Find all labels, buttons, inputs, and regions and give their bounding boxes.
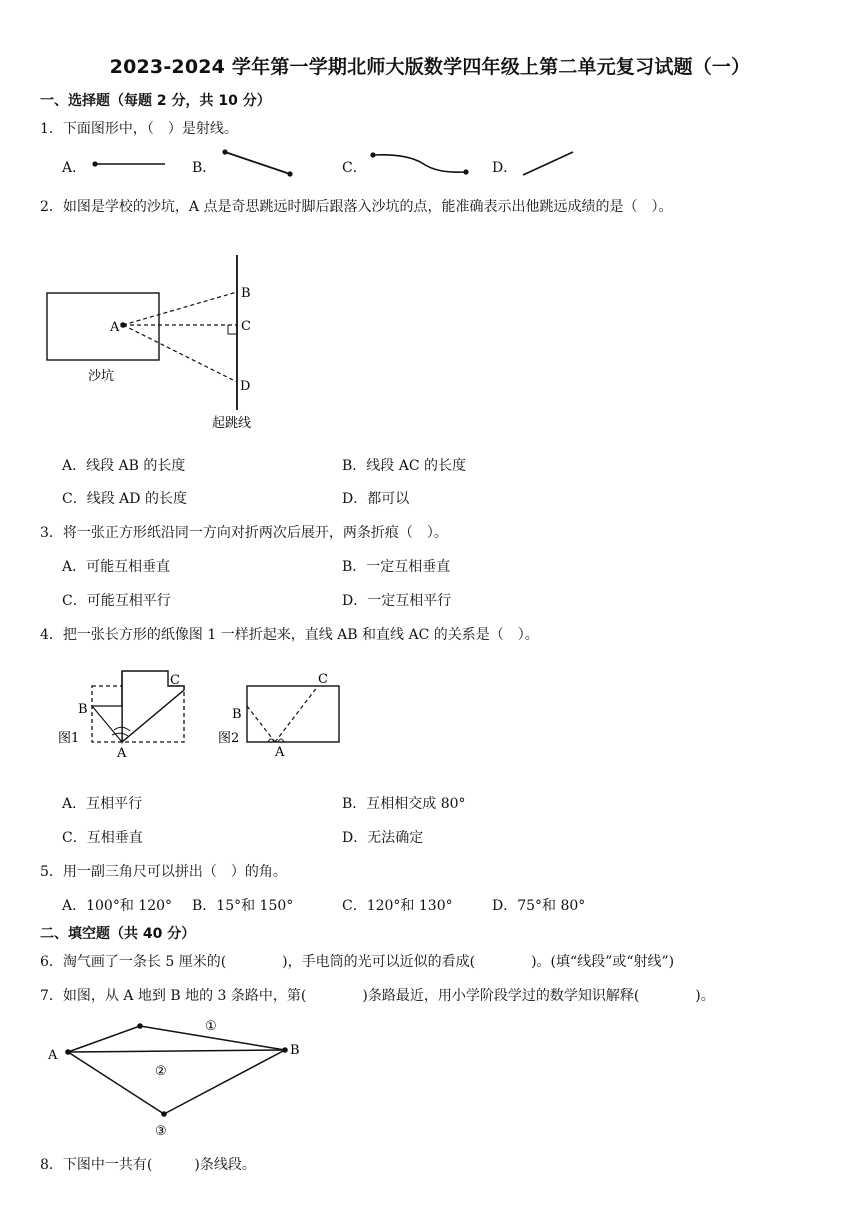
q3-option-c: C．可能互相平行 bbox=[62, 593, 171, 609]
question-6: 6．淘气画了一条长 5 厘米的( )，手电筒的光可以近似的看成( )。(填“线段”或“射线”) bbox=[40, 954, 675, 970]
q4-fig1-label-b: B bbox=[78, 702, 88, 717]
question-4: 4．把一张长方形的纸像图 1 一样折起来，直线 AB 和直线 AC 的关系是（ ）。 bbox=[40, 627, 539, 643]
route-1-label: ① bbox=[205, 1019, 217, 1034]
q3-option-a: A．可能互相垂直 bbox=[62, 559, 171, 575]
q4-fig1-caption: 图1 bbox=[58, 731, 80, 746]
q4-option-c: C．互相垂直 bbox=[62, 830, 143, 846]
q4-option-d: D．无法确定 bbox=[342, 830, 424, 846]
q2-option-c: C．线段 AD 的长度 bbox=[62, 491, 187, 507]
q2-label-a: A bbox=[110, 320, 120, 335]
q2-option-b: B．线段 AC 的长度 bbox=[342, 458, 467, 474]
q4-fig2-caption: 图2 bbox=[218, 731, 240, 746]
q5-option-d: D．75°和 80° bbox=[492, 898, 586, 914]
q2-label-d: D bbox=[240, 379, 251, 394]
q3-option-b: B．一定互相垂直 bbox=[342, 559, 451, 575]
q1-option-b-label: B． bbox=[192, 160, 217, 176]
question-5: 5．用一副三角尺可以拼出（ ）的角。 bbox=[40, 864, 287, 880]
route-2-label: ② bbox=[155, 1064, 167, 1079]
q4-fig2-label-c: C bbox=[318, 672, 328, 687]
takeoff-line-label: 起跳线 bbox=[212, 416, 252, 431]
q4-fig2-label-b: B bbox=[232, 707, 242, 722]
q4-option-b: B．互相相交成 80° bbox=[342, 796, 466, 812]
q7-label-b: B bbox=[290, 1043, 300, 1058]
q3-option-d: D．一定互相平行 bbox=[342, 593, 452, 609]
section-choice-heading: 一、选择题（每题 2 分，共 10 分） bbox=[40, 93, 271, 109]
q4-fig1-label-a: A bbox=[117, 746, 127, 761]
route-3-label: ③ bbox=[155, 1124, 167, 1139]
q4-fig1-label-c: C bbox=[170, 673, 180, 688]
page-title: 2023-2024 学年第一学期北师大版数学四年级上第二单元复习试题（一） bbox=[109, 56, 751, 78]
question-2: 2．如图是学校的沙坑，A 点是奇思跳远时脚后跟落入沙坑的点，能准确表示出他跳远成绩的是（ ）。 bbox=[40, 199, 673, 215]
q5-option-b: B．15°和 150° bbox=[192, 898, 294, 914]
q1-option-d-label: D． bbox=[492, 160, 518, 176]
question-3: 3．将一张正方形纸沿同一方向对折两次后展开，两条折痕（ ）。 bbox=[40, 525, 448, 541]
q2-option-d: D．都可以 bbox=[342, 491, 410, 507]
q2-option-a: A．线段 AB 的长度 bbox=[62, 458, 186, 474]
q5-option-a: A．100°和 120° bbox=[62, 898, 173, 914]
question-8: 8．下图中一共有( )条线段。 bbox=[40, 1157, 256, 1173]
sandpit-label: 沙坑 bbox=[88, 369, 115, 384]
q5-option-c: C．120°和 130° bbox=[342, 898, 453, 914]
question-1: 1．下面图形中，（ ）是射线。 bbox=[40, 121, 238, 137]
question-7: 7．如图，从 A 地到 B 地的 3 条路中，第( )条路最近，用小学阶段学过的数学知识解释( )。 bbox=[40, 988, 715, 1004]
q1-option-a-label: A． bbox=[62, 160, 87, 176]
q7-label-a: A bbox=[48, 1048, 58, 1063]
q2-label-b: B bbox=[241, 286, 251, 301]
q4-fig2-label-a: A bbox=[275, 745, 285, 760]
q4-option-a: A．互相平行 bbox=[62, 796, 143, 812]
section-fill-heading: 二、填空题（共 40 分） bbox=[40, 926, 196, 942]
q1-option-c-label: C． bbox=[342, 160, 367, 176]
q2-label-c: C bbox=[241, 319, 251, 334]
